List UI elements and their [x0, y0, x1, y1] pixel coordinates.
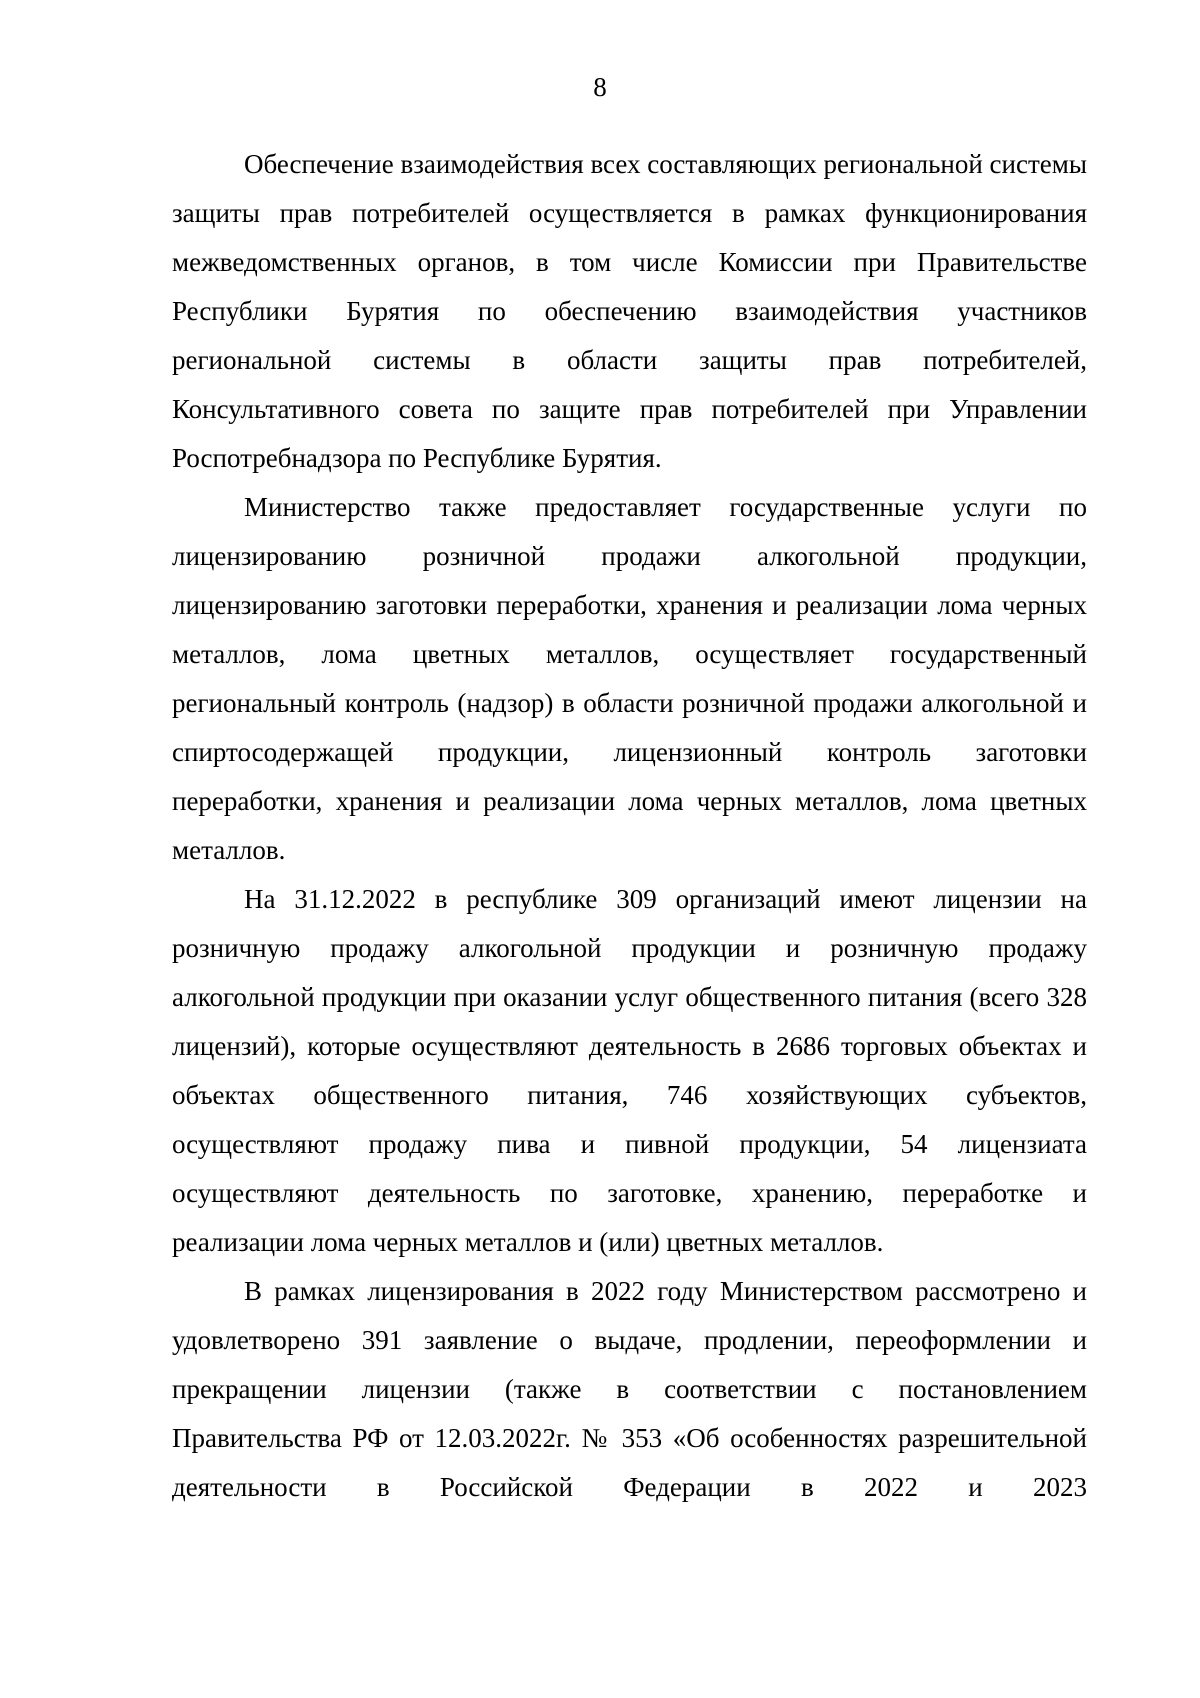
page-number: 8: [593, 72, 607, 102]
paragraph-ministry-licensing-services: Министерство также предоставляет государственные услуги по лицензированию розничной продажи алкогольной продукции, лицензированию заготовки переработки, хранения и реализации лома черных металлов, лома цветных металлов, осуществляет государственный региональный контроль (надзор) в области розничной продажи алкогольной и спиртосодержащей продукции, лицензионный контроль заготовки переработки, хранения и реализации лома черных металлов, лома цветных металлов.: [172, 492, 1087, 865]
paragraph-licensing-applications: В рамках лицензирования в 2022 году Министерством рассмотрено и удовлетворено 391 заявление о выдаче, продлении, переоформлении и прекращении лицензии (также в соответствии с постановлением Правительства РФ от 12.03.2022г. № 353 «Об особенностях разрешительной деятельности в Российской Федерации в 2022 и 2023: [172, 1276, 1087, 1502]
paragraph-consumer-protection-system: Обеспечение взаимодействия всех составляющих региональной системы защиты прав потребителей осуществляется в рамках функционирования межведомственных органов, в том числе Комиссии при Правительстве Республики Бурятия по обеспечению взаимодействия участников региональной системы в области защиты прав потребителей, Консультативного совета по защите прав потребителей при Управлении Роспотребнадзора по Республике Бурятия.: [172, 149, 1087, 473]
document-body: [172, 140, 1087, 1512]
paragraph-license-statistics: На 31.12.2022 в республике 309 организаций имеют лицензии на розничную продажу алкогольной продукции и розничную продажу алкогольной продукции при оказании услуг общественного питания (всего 328 лицензий), которые осуществляют деятельность в 2686 торговых объектах и объектах общественного питания, 746 хозяйствующих субъектов, осуществляют продажу пива и пивной продукции, 54 лицензиата осуществляют деятельность по заготовке, хранению, переработке и реализации лома черных металлов и (или) цветных металлов.: [172, 884, 1087, 1257]
